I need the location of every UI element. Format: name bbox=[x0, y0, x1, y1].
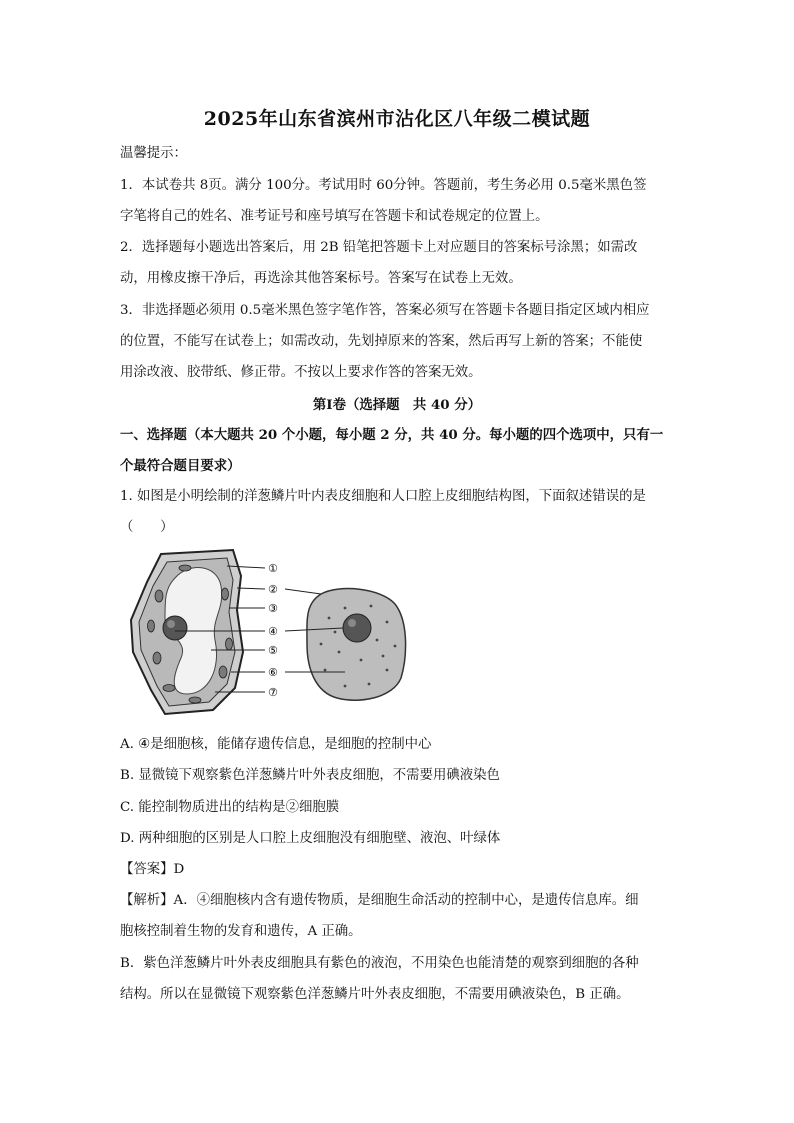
option-b: B. 显微镜下观察紫色洋葱鳞片叶外表皮细胞，不需要用碘液染色 bbox=[120, 768, 500, 783]
label-4: ④ bbox=[268, 625, 278, 638]
answer: 【答案】D bbox=[120, 862, 185, 877]
label-7: ⑦ bbox=[268, 686, 278, 699]
analysis-line-1: 【解析】A．④细胞核内含有遗传物质，是细胞生命活动的控制中心，是遗传信息库。细 bbox=[120, 893, 639, 908]
notice-line-3: 2．选择题每小题选出答案后，用 2B 铅笔把答题卡上对应题目的答案标号涂黑；如需改 bbox=[120, 240, 638, 255]
label-3: ③ bbox=[268, 602, 278, 615]
question-stem-line-1: 1. 如图是小明绘制的洋葱鳞片叶内表皮细胞和人口腔上皮细胞结构图，下面叙述错误的是 bbox=[120, 489, 646, 504]
label-2: ② bbox=[268, 583, 278, 596]
section-heading: 第Ⅰ卷（选择题 共 40 分） bbox=[312, 397, 482, 413]
notice-heading: 温馨提示： bbox=[120, 146, 187, 161]
cell-structure-figure bbox=[125, 548, 415, 718]
notice-line-2: 字笔将自己的姓名、准考证号和座号填写在答题卡和试卷规定的位置上。 bbox=[120, 209, 549, 224]
animal-nucleus bbox=[343, 614, 371, 642]
part-one-line-2: 个最符合题目要求） bbox=[120, 458, 241, 474]
analysis-line-3: B．紫色洋葱鳞片叶外表皮细胞具有紫色的液泡，不用染色也能清楚的观察到细胞的各种 bbox=[120, 956, 639, 971]
label-1: ① bbox=[268, 562, 278, 575]
plant-nucleus bbox=[163, 616, 187, 640]
question-stem-line-2: （ ） bbox=[120, 520, 174, 535]
label-5: ⑤ bbox=[268, 644, 278, 657]
notice-line-5: 3．非选择题必须用 0.5毫米黑色签字笔作答，答案必须写在答题卡各题目指定区域内相应 bbox=[120, 303, 650, 318]
option-c: C. 能控制物质进出的结构是②细胞膜 bbox=[120, 800, 340, 815]
notice-line-6: 的位置，不能写在试卷上；如需改动，先划掉原来的答案，然后再写上新的答案；不能使 bbox=[120, 334, 643, 349]
option-d: D. 两种细胞的区别是人口腔上皮细胞没有细胞壁、液泡、叶绿体 bbox=[120, 831, 501, 846]
notice-line-1: 1．本试卷共 8页。满分 100分。考试用时 60分钟。答题前，考生务必用 0.5毫米黑色签 bbox=[120, 178, 647, 193]
label-6: ⑥ bbox=[268, 666, 278, 679]
option-a: A. ④是细胞核，能储存遗传信息，是细胞的控制中心 bbox=[120, 737, 432, 752]
page-title: 2025年山东省滨州市沾化区八年级二模试题 bbox=[203, 108, 591, 130]
notice-line-7: 用涂改液、胶带纸、修正带。不按以上要求作答的答案无效。 bbox=[120, 365, 482, 380]
part-one-line-1: 一、选择题（本大题共 20 个小题，每小题 2 分，共 40 分。每小题的四个选项中，只有一 bbox=[120, 427, 664, 443]
analysis-line-2: 胞核控制着生物的发育和遗传，A 正确。 bbox=[120, 924, 362, 939]
notice-line-4: 动，用橡皮擦干净后，再选涂其他答案标号。答案写在试卷上无效。 bbox=[120, 271, 522, 286]
analysis-line-4: 结构。所以在显微镜下观察紫色洋葱鳞片叶外表皮细胞，不需要用碘液染色，B 正确。 bbox=[120, 987, 630, 1002]
